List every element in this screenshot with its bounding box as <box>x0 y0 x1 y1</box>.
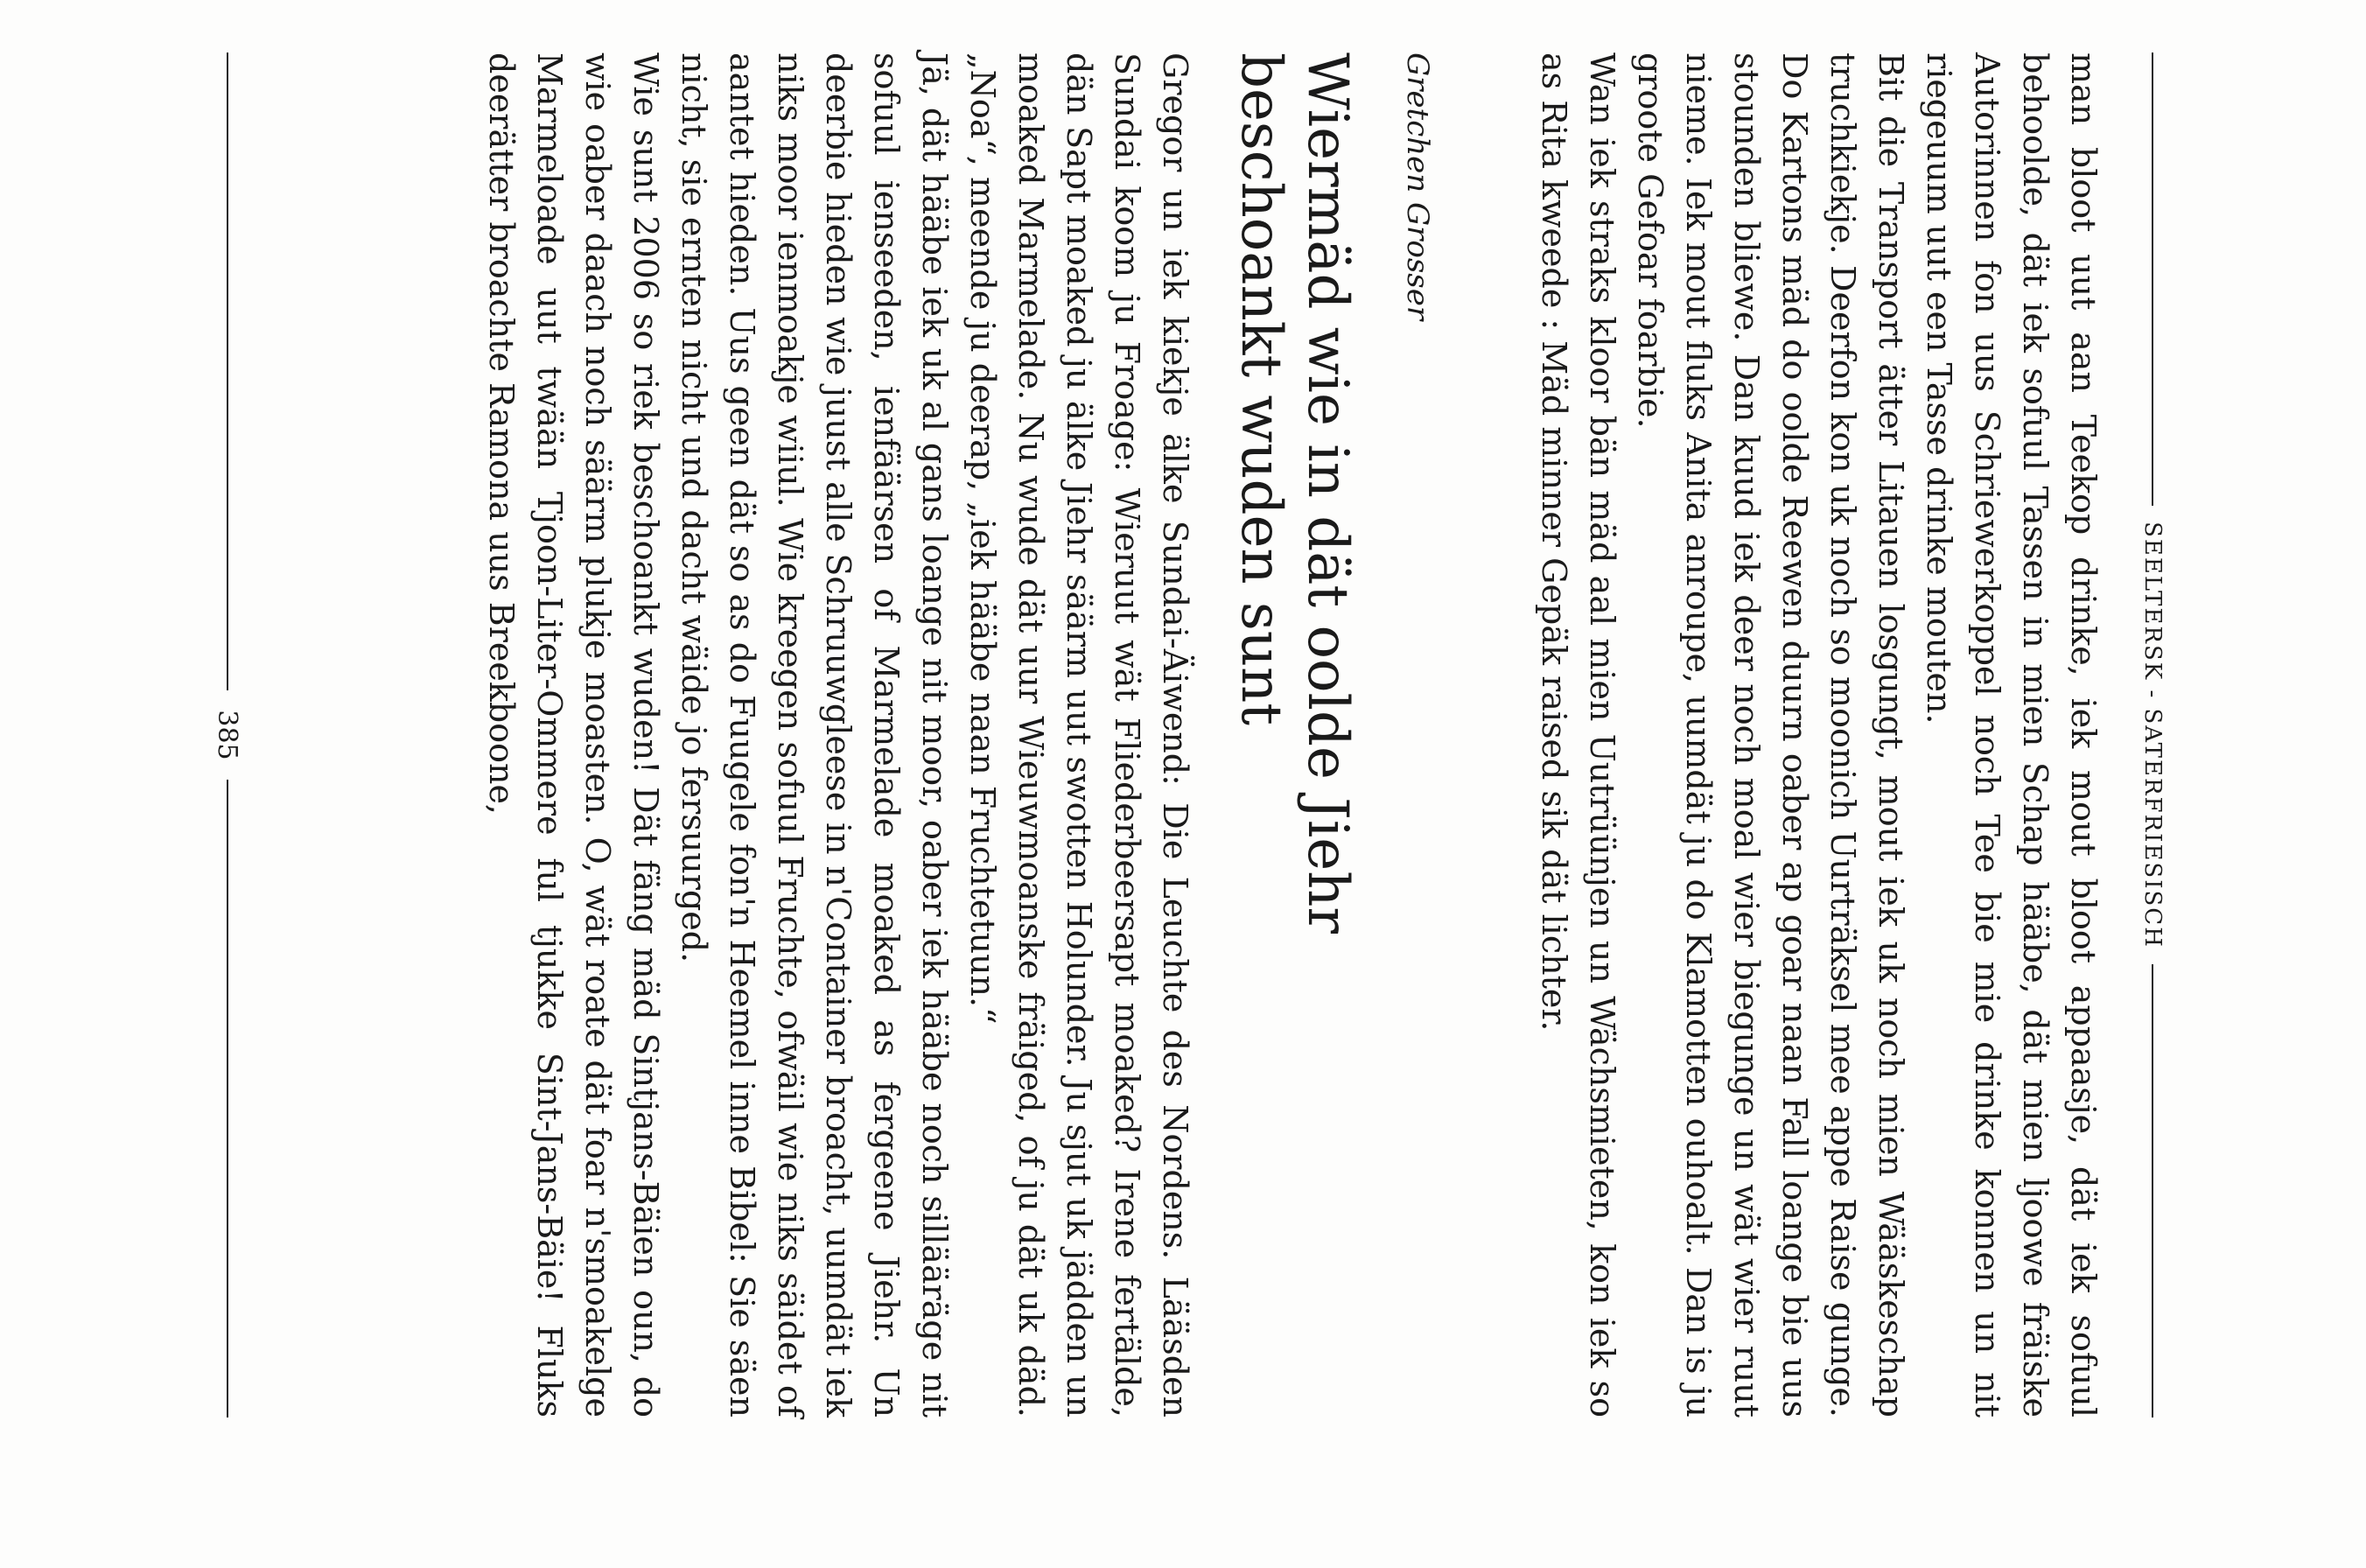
footer-rule-right <box>227 780 228 1418</box>
paragraph: Gregor un iek kiekje älke Sundai-Äiwend: Die Leuchte des Nordens. Lääsden Sundai koom ju Froage: Wieruut wät Fliederbeersapt moaked? Irene fertälde, dän Sapt moaked ju älke Jiehr säärm uut swotten Holunder. Ju sjut uk jädden un moaked Marmelade. Nu wude dät uur Wieuwmoanske fräiged, of ju dät uk däd. „Noa“, meende ju deerap, „iek hääbe naan Fruchtetuun.“ <box>963 52 1194 1418</box>
paragraph: man bloot uut aan Teekop drinke, iek mout bloot appaasje, dät iek sofuul behoolde, dät iek sofuul Tassen in mien Schap hääbe, dät mien ljoowe fräiske Autorinnen fon uus Schriewerkoppel noch Tee bie mie drinke konnen un nit riegeuum uut een Tasse drinke mouten. <box>1920 52 2103 1418</box>
article-author: Gretchen Grosser <box>1400 52 1435 321</box>
page-footer <box>210 52 245 1418</box>
book-page <box>175 52 2170 1418</box>
article-body <box>477 52 1199 1418</box>
paragraph: Jä, dät hääbe iek uk al gans loange nit moor, oaber iek hääbe noch sillääräge nit sofuul ienseeden, ienfäärsen of Marmelade moaked as fergeene Jiehr. Un deerbie hieden wie juust alle Schruuwgleese in n'Container broacht, uumdät iek niks moor ienmoakje wiiul. Wie kreegen sofuul Fruchte, ofwäil wie niks säidet of aantet hieden. Uus geen dät so as do Fuugele fon'n Heemel inne Bibel: Sie säen nicht, sie ernten nicht und dacht wäide jo fersuurged. <box>675 52 954 1418</box>
continued-text <box>1530 52 2107 1418</box>
article-heading-line: Wiermäd wie in dät oolde Jiehr <box>1295 52 1360 934</box>
paragraph: Wan iek straks kloor bän mäd aal mien Uutrüünjen un Wächsmieten, kon iek so as Rita kweede : Mäd minner Gepäk raised sik dät lichter. <box>1535 52 1621 1418</box>
page-number: 385 <box>212 710 243 760</box>
running-head-rule-right <box>2152 964 2153 1418</box>
running-head-title: SEELTERSK - SATERFRIESISCH <box>2139 522 2166 948</box>
paragraph: Wie sunt 2006 so riek beschoankt wuden! Dät fäng mäd Sintjans-Bäien oun, do wie oaber daach noch säärm plukje moasten. O, wät roate dät foar n'smoakelge Marmeloade uut twään Tjoon-Liter-Ommere ful tjukke Sint-Jans-Bäie! Fluks deerätter broachte Ramona uus Breekboone, <box>482 52 665 1418</box>
running-head <box>2135 52 2170 1418</box>
footer-rule-left <box>227 52 228 690</box>
article-heading <box>1228 52 1361 1418</box>
running-head-rule-left <box>2152 52 2153 506</box>
paragraph: Bit die Transport ätter Litauen losgungt, mout iek uk noch mien Wääskeschap truchkiekje. Deerfon kon uk noch so moonich Uurträksel mee appe Raise gunge. Do Kartons mäd do oolde Reewen duurn oaber ap goar naan Fall loange bie uus stounden bliewe. Dan kuud iek deer noch moal wier biegunge un wät wier ruut nieme. Iek mout fluks Anita anroupe, uumdät ju do Klamotten ouhoalt. Dan is ju groote Gefoar foarbie. <box>1631 52 1910 1418</box>
article-heading-line: beschoankt wuden sunt <box>1228 52 1293 725</box>
